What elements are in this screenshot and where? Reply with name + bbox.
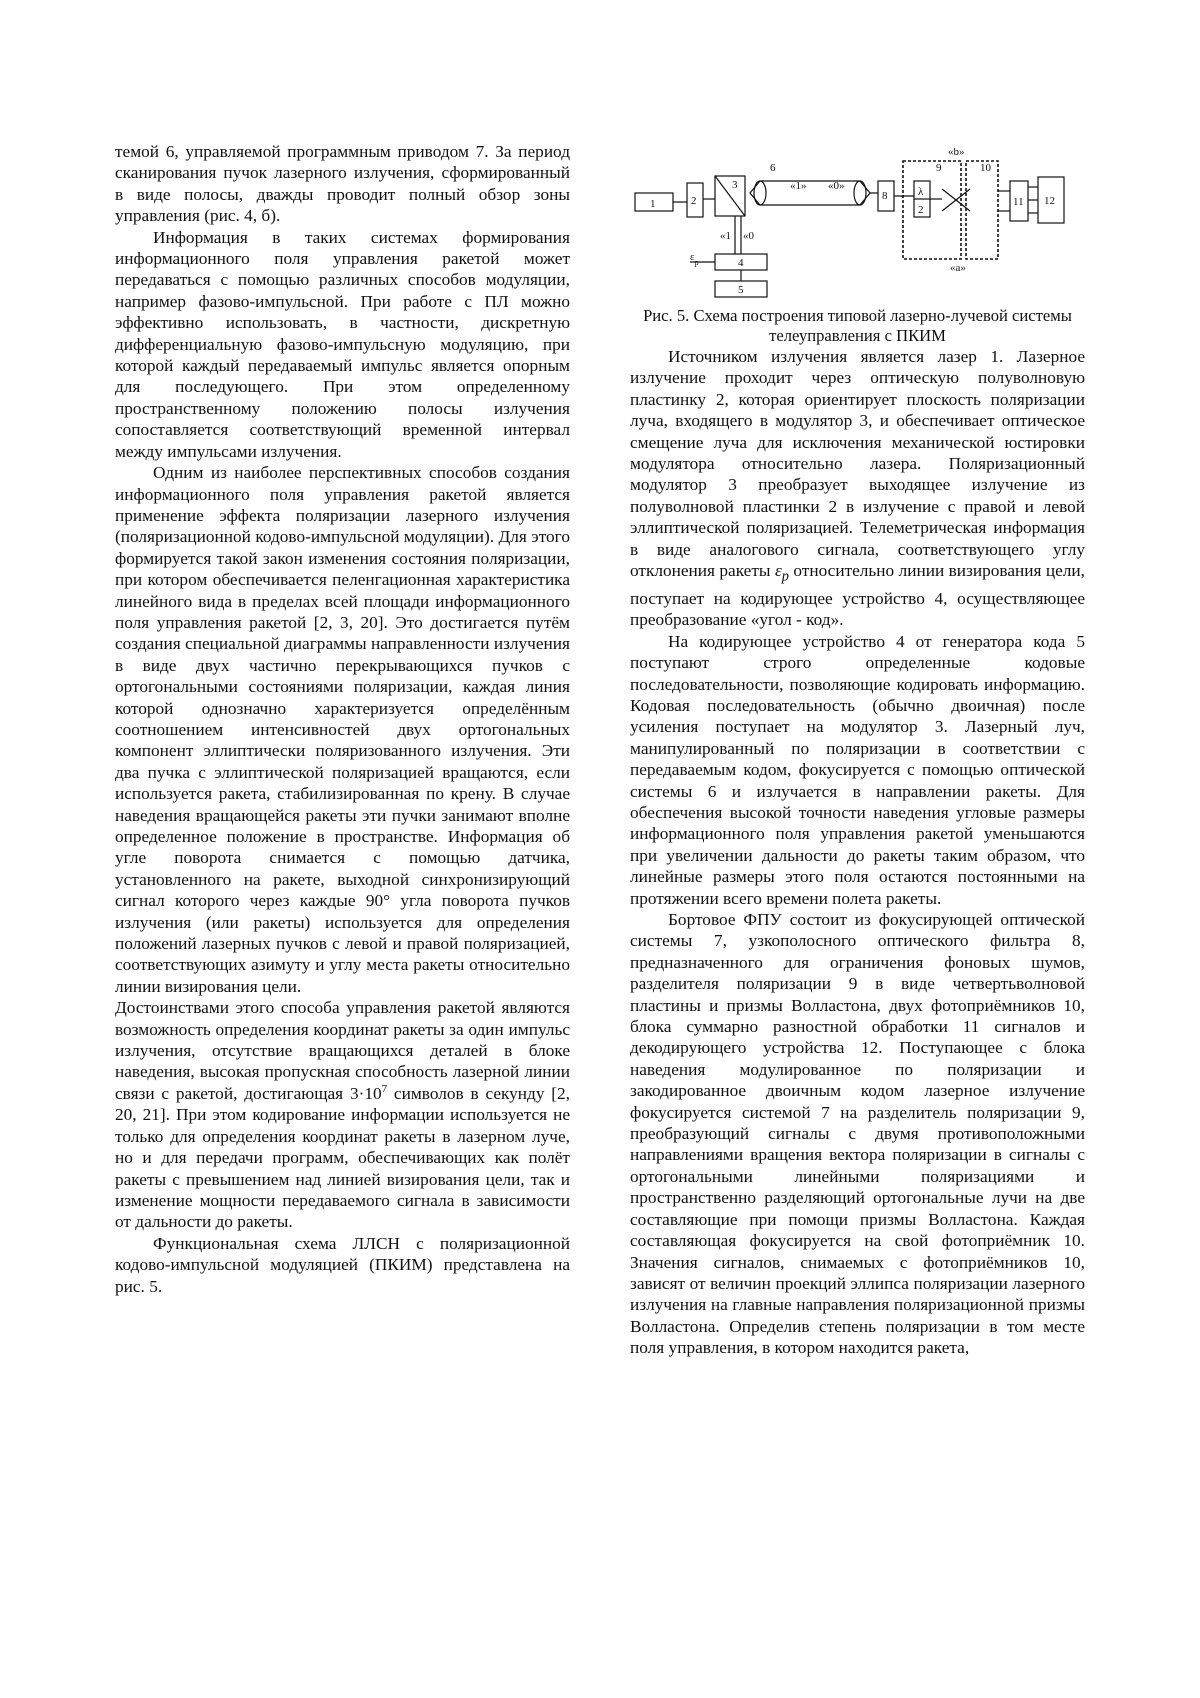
label-signal-0: «0» (828, 180, 845, 192)
label-10: 10 (980, 162, 991, 174)
block-9 (903, 161, 961, 259)
label-1: 1 (650, 198, 656, 210)
left-column (115, 141, 570, 1297)
epsilon-subscript: p (781, 568, 789, 585)
label-signal-1: «1» (790, 180, 807, 192)
label-eps: $\varepsilon_p$ (690, 251, 699, 267)
label-signal-b: «b» (948, 146, 965, 158)
label-line-1: «1 (720, 230, 731, 242)
label-3: 3 (732, 179, 738, 191)
label-2: 2 (691, 195, 697, 207)
block-10 (966, 161, 998, 259)
paragraph: На кодирующее устройство 4 от генератора кода 5 поступают строго определенные кодовые последовательности, позволяющие кодировать информацию. Кодовая последовательность (обычно двоичная) после усиления поступает на модулятор 3. Лазерный луч, манипулированный по поляризации в соответствии с передаваемым кодом, фокусируется с помощью оптической системы 6 и излучается в направлении ракеты. Для обеспечения высокой точности наведения угловые размеры информационного поля управления ракетой уменьшаются при увеличении дальности до ракеты таким образом, что линейные размеры этого поля остаются постоянными на протяжении всего времени полета ракеты. (630, 631, 1085, 908)
label-8: 8 (882, 190, 888, 202)
label-11: 11 (1013, 196, 1024, 208)
block-6-optics (750, 181, 870, 205)
paragraph: Бортовое ФПУ состоит из фокусирующей оптической системы 7, узкополосного оптического фильтра 8, предназначенного для ограничения фоновых шумов, разделителя поляризации 9 в виде четвертьволновой пластины и призмы Волластона, двух фотоприёмников 10, блока суммарно разностной обработки 11 сигналов и декодирующего устройства 12. Поступающее с блока наведения модулированное по поляризации и закодированное двоичным кодом лазерное излучение фокусируется системой 7 на разделитель поляризации 9, преобразующий сигналы с двумя противоположными направлениями вращения вектора поляризации в сигналы с ортогональными линейными поляризациями и пространственно разделяющий ортогональные лучи на две составляющие при помощи призмы Волластона. Каждая составляющая фокусируется на свой фотоприёмник 10. Значения сигналов, снимаемых с фотоприёмников 10, зависят от величин проекций эллипса поляризации лазерного излучения на главные направления поляризационной призмы Волластона. Определив степень поляризации в том месте поля управления, в котором находится ракета, (630, 910, 1085, 1358)
label-line-0: «0 (743, 230, 754, 242)
label-lambda: λ (918, 186, 924, 198)
figure-caption: Рис. 5. Схема построения типовой лазерно-лучевой системы телеуправления с ПКИМ (643, 306, 1072, 345)
figure-5-diagram (630, 141, 1085, 306)
paragraph-advantages (115, 997, 570, 1232)
label-6: 6 (770, 162, 776, 174)
label-12: 12 (1044, 195, 1055, 207)
text-run: Достоинствами этого способа управления ракетой являются возможность определения координат ракеты за один импульс излучения, отсутствие вращающихся деталей в блоке наведения, высокая пропускная способность лазерной линии связи с ракетой, достигающая 3·10 (115, 998, 570, 1103)
paragraph: темой 6, управляемой программным приводом 7. За период сканирования пучок лазерного излучения, сформированный в виде полосы, дважды проводит полный обзор зоны управления (рис. 4, б). (115, 142, 570, 226)
paragraph: Одним из наиболее перспективных способов создания информационного поля управления ракетой является применение эффекта поляризации лазерного излучения (поляризационной кодово-импульсной модуляции). Для этого формируется такой закон изменения состояния поляризации, при котором обеспечивается пеленгационная характеристика линейного вида в пределах всей площади информационного поля управления ракетой [2, 3, 20]. Это достигается путём создания специальной диаграммы направленности излучения в виде двух частично перекрывающихся пучков с ортогональными состояниями поляризации, каждая линия которой однозначно характеризуется определённым соотношением интенсивностей двух ортогональных компонент эллиптически поляризованного излучения. Эти два пучка с эллиптической поляризацией вращаются, если используется ракета, стабилизированная по крену. В случае наведения вращающейся ракеты эти пучки занимают вполне определенное положение в пространстве. Информация об угле поворота снимается с помощью датчика, установленного на ракете, выходной синхронизирующий сигнал которого через каждые 90° угла поворота пучков излучения (или ракеты) используется для определения положений лазерных пучков с левой и правой поляризацией, соответствующих азимуту и углу места ракеты относительно линии визирования цели. (115, 463, 570, 996)
text-run: символов в секунду [2, 20, 21]. При этом кодирование информации используется не только для определения координат ракеты в лазерном луче, но и для передачи программ, обеспечивающих как полёт ракеты с превышением над линией визирования цели, так и изменение мощности передаваемого сигнала в зависимости от дальности до ракеты. (115, 1083, 570, 1232)
paragraph: Информация в таких системах формирования информационного поля управления ракетой может передаваться с помощью различных способов модуляции, например фазово-импульсной. При работе с ПЛ можно эффективно использовать, в частности, дискретную дифференциальную фазово-импульсную модуляцию, при которой каждый передаваемый импульс является опорным для последующего. При этом определенному пространственному положению полосы излучения сопоставляется соответствующий временной интервал между импульсами излучения. (115, 227, 570, 461)
paragraph: Функциональная схема ЛЛСН с поляризационной кодово-импульсной модуляцией (ПКИМ) представлена на рис. 5. (115, 1233, 570, 1296)
text-run: относительно линии визирования цели, поступает на кодирующее устройство 4, осуществляющее преобразование «угол - код». (630, 561, 1085, 630)
label-4: 4 (738, 257, 744, 269)
superscript: 7 (381, 1083, 388, 1096)
label-9: 9 (936, 162, 942, 174)
epsilon-symbol: ε (774, 561, 782, 581)
label-5: 5 (738, 284, 744, 296)
label-lambda-2: 2 (918, 204, 924, 216)
right-column (630, 141, 1085, 1359)
text-run: Источником излучения является лазер 1. Лазерное излучение проходит через оптическую полуволновую пластинку 2, которая ориентирует плоскость поляризации луча, входящего в модулятор 3, и обеспечивает оптическое смещение луча для исключения механической юстировки модулятора относительно лазера. Поляризационный модулятор 3 преобразует выходящее излучение из полуволновой пластинки 2 в излучение с правой и левой эллиптической поляризацией. Телеметрическая информация в виде аналогового сигнала, соответствующего углу отклонения ракеты (630, 347, 1085, 581)
paragraph-laser (630, 346, 1085, 631)
block-diagram-svg (630, 141, 1085, 306)
label-signal-a: «a» (950, 262, 966, 274)
